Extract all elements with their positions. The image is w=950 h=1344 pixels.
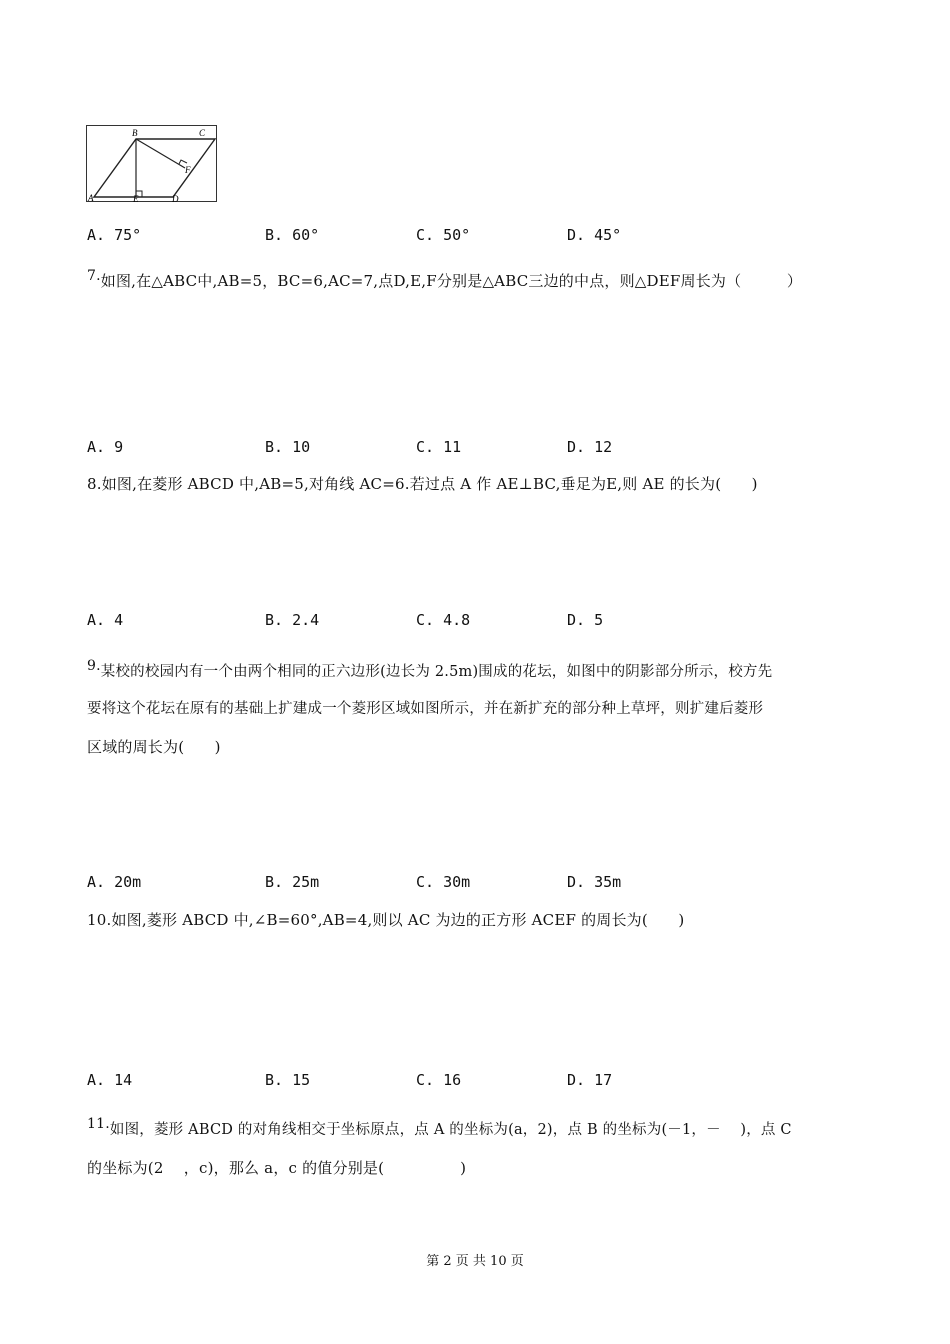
- q6-option-b: B. 60°: [265, 226, 320, 244]
- label-d: D: [172, 194, 179, 203]
- question-9-line1: [87, 660, 772, 681]
- question-9-line3: 区域的周长为( ): [87, 738, 221, 756]
- q7-number: 7.: [87, 268, 101, 284]
- q7-text: 如图,在△ABC中,AB=5，BC=6,AC=7,点D,E,F分别是△ABC三边的中点，则△DEF周长为（ ）: [100, 272, 803, 290]
- question-11-line2: 的坐标为(2 ，c)，那么 a，c 的值分别是( ): [87, 1159, 467, 1177]
- question-8: 8.如图,在菱形 ABCD 中,AB=5,对角线 AC=6.若过点 A 作 AE⊥BC,垂足为E,则 AE 的长为( ): [87, 475, 758, 493]
- q7-option-a: A. 9: [87, 438, 124, 456]
- q11-line1-text: 如图，菱形 ABCD 的对角线相交于坐标原点，点 A 的坐标为(a，2)，点 B 的坐标为(－1，－ )，点 C: [109, 1122, 792, 1138]
- page-footer: 第 2 页 共 10 页: [426, 1254, 524, 1269]
- q6-option-a: A. 75°: [87, 226, 142, 244]
- label-e: E: [133, 194, 139, 203]
- question-11-line1: [87, 1118, 792, 1139]
- q9-line1-text: 某校的校园内有一个由两个相同的正六边形(边长为 2.5m)围成的花坛，如图中的阴影部分所示，校方先: [100, 664, 773, 680]
- q8-option-d: D. 5: [567, 611, 604, 629]
- segment-bf: [136, 139, 185, 168]
- q9-option-a: A. 20m: [87, 873, 142, 891]
- parallelogram-abcd: [94, 139, 215, 197]
- question-9-line2: 要将这个花坛在原有的基础上扩建成一个菱形区域如图所示，并在新扩充的部分种上草坪，则扩建后菱形: [87, 701, 764, 717]
- q9-option-c: C. 30m: [416, 873, 471, 891]
- q8-option-c: C. 4.8: [416, 611, 471, 629]
- q8-option-b: B. 2.4: [265, 611, 320, 629]
- q10-option-a: A. 14: [87, 1071, 133, 1089]
- q6-option-d: D. 45°: [567, 226, 622, 244]
- label-f: F: [185, 165, 191, 175]
- right-angle-f: [179, 160, 187, 164]
- q9-option-d: D. 35m: [567, 873, 622, 891]
- q7-option-c: C. 11: [416, 438, 462, 456]
- label-a: A: [88, 193, 94, 203]
- q9-number: 9.: [87, 658, 101, 674]
- q10-option-b: B. 15: [265, 1071, 311, 1089]
- q6-option-c: C. 50°: [416, 226, 471, 244]
- q10-option-c: C. 16: [416, 1071, 462, 1089]
- label-c: C: [199, 128, 206, 138]
- parallelogram-diagram: [87, 126, 218, 203]
- figure-parallelogram: [86, 125, 217, 202]
- q9-option-b: B. 25m: [265, 873, 320, 891]
- q7-option-b: B. 10: [265, 438, 311, 456]
- q10-option-d: D. 17: [567, 1071, 613, 1089]
- q7-option-d: D. 12: [567, 438, 613, 456]
- question-7: [87, 270, 802, 291]
- question-10: 10.如图,菱形 ABCD 中,∠B=60°,AB=4,则以 AC 为边的正方形 ACEF 的周长为( ): [87, 911, 685, 929]
- q8-option-a: A. 4: [87, 611, 124, 629]
- label-b: B: [132, 128, 138, 138]
- q11-number: 11.: [87, 1116, 110, 1132]
